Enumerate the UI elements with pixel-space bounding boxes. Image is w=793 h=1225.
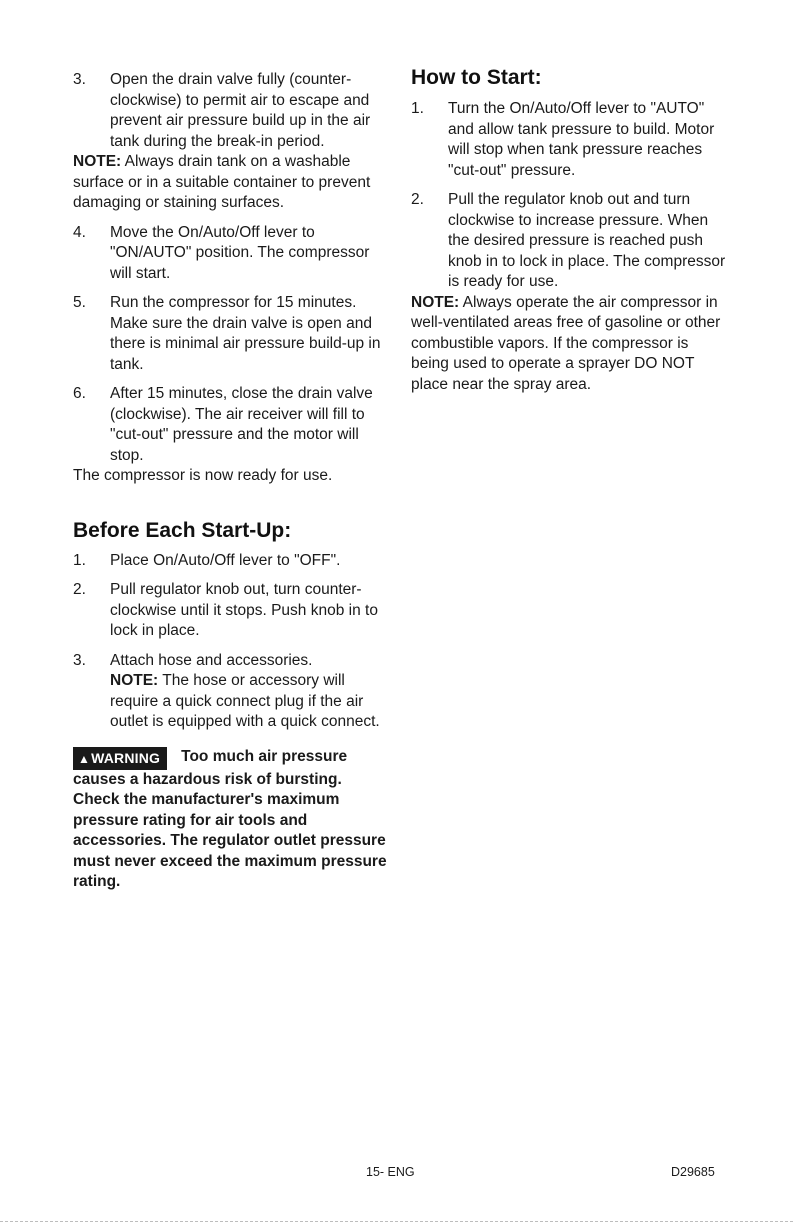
list-item <box>73 580 388 642</box>
page-number: 15- ENG <box>366 1165 415 1179</box>
warning-badge-label: WARNING <box>91 749 161 766</box>
list-item <box>73 384 388 466</box>
item-number: 1. <box>73 551 86 569</box>
item-text: Move the On/Auto/Off lever to "ON/AUTO" position. The compressor will start. <box>110 223 370 282</box>
note-text: Always drain tank on a washable surface or in a suitable container to prevent damaging or staining surfaces. <box>73 153 371 211</box>
item-text: Run the compressor for 15 minutes. Make sure the drain valve is open and there is minimal air pressure build-up in tank. <box>110 294 381 373</box>
item-text: Attach hose and accessories. <box>110 651 313 669</box>
warning-badge <box>73 747 167 770</box>
item-number: 6. <box>73 385 86 402</box>
item-number: 2. <box>73 581 86 598</box>
left-column <box>73 70 388 893</box>
item-text: Place On/Auto/Off lever to "OFF". <box>110 551 341 569</box>
warning-triangle-icon: ▲ <box>78 751 91 766</box>
note-paragraph <box>411 293 726 396</box>
warning-block <box>73 747 388 893</box>
item-text: Turn the On/Auto/Off lever to "AUTO" and allow tank pressure to build. Motor will stop when tank pressure reaches "cut-out" pressure. <box>448 100 715 179</box>
list-item <box>73 293 388 375</box>
item-number: 1. <box>411 100 424 117</box>
item-number: 3. <box>73 651 86 669</box>
bottom-divider <box>0 1221 793 1222</box>
note-label: NOTE: <box>411 293 460 311</box>
note-text: The hose or accessory will require a quick connect plug if the air outlet is equipped with a quick connect. <box>110 672 380 730</box>
list-item <box>411 190 726 293</box>
item-number: 4. <box>73 223 86 241</box>
section-heading-how-to-start: How to Start: <box>411 66 542 89</box>
list-item <box>73 651 388 733</box>
list-item <box>411 99 726 181</box>
warning-text: Too much air pressure causes a hazardous risk of bursting. Check the manufacturer's maximum pressure rating for air tools and accessories. The regulator outlet pressure must never exceed the maximum pressure rating. <box>73 747 387 890</box>
item-number: 5. <box>73 294 86 311</box>
item-number: 3. <box>73 71 86 88</box>
right-column <box>411 66 726 395</box>
note-label: NOTE: <box>73 153 122 170</box>
note-label: NOTE: <box>110 672 159 689</box>
list-item <box>73 70 388 152</box>
item-text: After 15 minutes, close the drain valve (clockwise). The air receiver will fill to "cut-out" pressure and the motor will stop. <box>110 385 373 464</box>
note-paragraph <box>73 152 388 214</box>
note-paragraph <box>110 671 388 733</box>
list-item <box>73 223 388 285</box>
section-heading-before-start: Before Each Start-Up: <box>73 518 292 542</box>
document-code: D29685 <box>671 1165 715 1179</box>
list-item <box>73 551 388 572</box>
note-text: Always operate the air compressor in well-ventilated areas free of gasoline or other combustible vapors. If the compressor is being used to operate a sprayer DO NOT place near the spray area. <box>411 293 721 393</box>
closing-line: The compressor is now ready for use. <box>73 467 333 484</box>
item-text: Pull the regulator knob out and turn clockwise to increase pressure. When the desired pressure is reached push knob in to lock in place. The compressor is ready for use. <box>448 191 726 290</box>
item-number: 2. <box>411 191 424 208</box>
item-text: Open the drain valve fully (counter-clockwise) to permit air to escape and prevent air pressure build up in the air tank during the break-in period. <box>110 71 371 150</box>
item-text: Pull regulator knob out, turn counter-clockwise until it stops. Push knob in to lock in place. <box>110 581 378 639</box>
